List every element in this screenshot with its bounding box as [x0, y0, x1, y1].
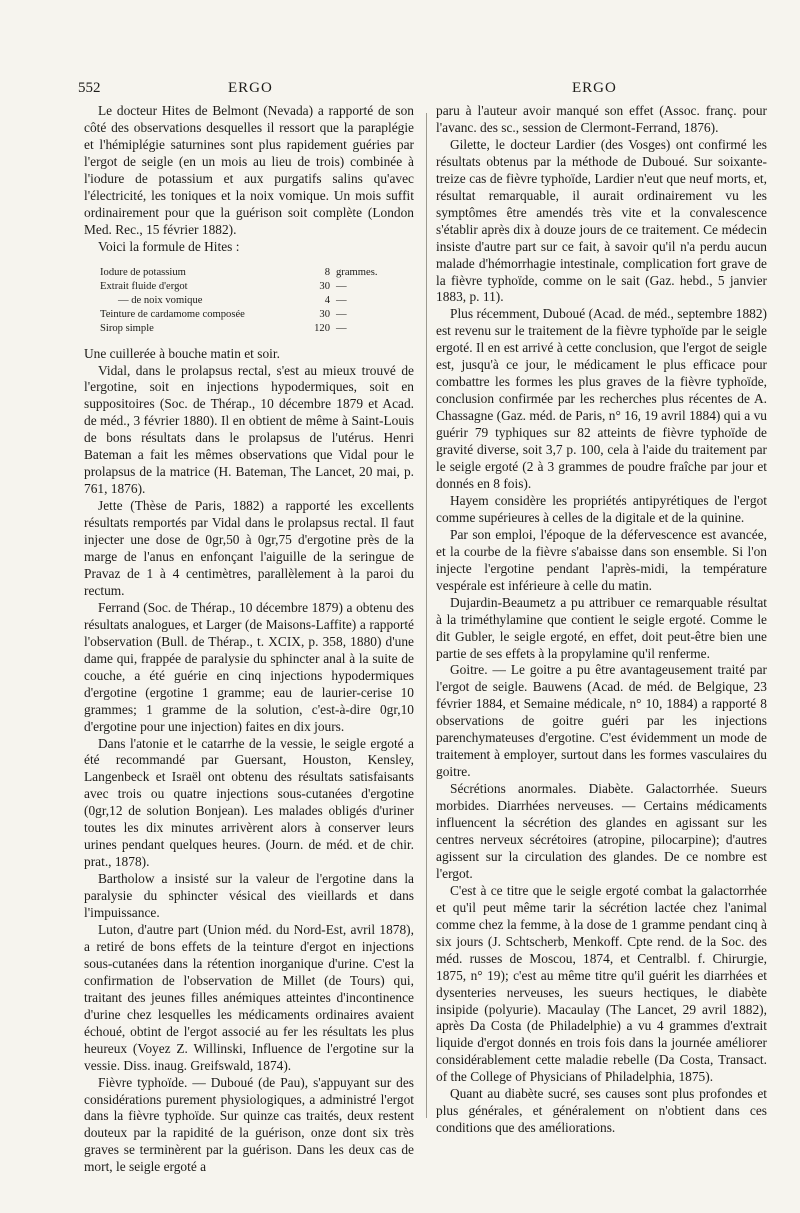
formula-row [100, 294, 414, 308]
formula-ingredient: Iodure de potassium [100, 266, 186, 278]
running-title-left: ERGO [228, 80, 273, 96]
paragraph-hayem: Hayem considère les propriétés antipyrétiques de l'ergot comme supérieures à celles de la digitale et de la quinine. [436, 492, 767, 525]
formula-quantity: 8 [324, 266, 330, 278]
formula-row [100, 308, 414, 322]
dosage-instruction: Une cuillerée à bouche matin et soir. [84, 345, 280, 361]
section-fievre-typhoide: Fièvre typhoïde. — Duboué (de Pau), s'appuyant sur des considérations purement physiologiques, a administré l'ergot dans la fièvre typhoïde. Sur quinze cas traités, deux restent douteux par la rapidité de la guérison, onze dont six très graves se terminèrent par la guérison. Dans les deux cas de mort, le seigle ergoté a [84, 1074, 414, 1175]
formula-table [100, 266, 414, 336]
formula-unit: — [336, 322, 347, 334]
formula-ingredient: Extrait fluide d'ergot [100, 280, 188, 292]
paragraph-galactorrhee: C'est à ce titre que le seigle ergoté combat la galactorrhée et qu'il peut même tarir la sécrétion lactée chez l'animal comme chez la femme, à la dose de 1 gramme pendant cinq à six jours (J. Schtscherb, Menkoff. Cpte rend. de la Soc. des méd. russes de Moscou, 1874, et Centralbl. f. Chirurgie, 1875, n° 19); c'est au même titre qu'il guérit les diarrhées et dysenteries nerveuses, les sueurs hectiques, le diabète insipide (polyurie). Macaulay (The Lancet, 29 avril 1882), après Da Costa (de Philadelphie) a vu 4 grammes d'extrait liquide d'ergot donnés en trois fois dans la journée améliorer considérablement cette maladie rebelle (Da Costa, Transact. of the College of Physicians of Philadelphia, 1875). [436, 882, 767, 1085]
paragraph-jette: Jette (Thèse de Paris, 1882) a rapporté les excellents résultats remportés par Vidal dans le prolapsus rectal. Il faut injecter une dose de 0gr,50 à 0gr,75 d'ergotine près de la marge de l'anus en enfonçant l'aiguille de la seringue de Pravaz de 1 à 4 centimètres, parallèlement à la paroi du rectum. [84, 498, 414, 598]
paragraph-luton: Luton, d'autre part (Union méd. du Nord-Est, avril 1878), a retiré de bons effets de la teinture d'ergot en injections sous-cutanées dans la rétention inorganique d'urine. C'est la confirmation de l'observation de Millet (de Tours) qui, traitant des jeunes filles anémiques atteintes d'incontinence d'urine chez lesquelles les médicaments ordinaires avaient échoué, obtint de l'ergot associé au fer les résultats les plus heureux (Voyez Z. Willinski, Influence de l'ergotine sur la vessie. Diss. inaug. Greifswald, 1874). [84, 921, 414, 1073]
formula-ingredient: Teinture de cardamome composée [100, 308, 245, 320]
column-divider [426, 113, 427, 1118]
right-column [436, 103, 767, 1137]
formula-quantity: 30 [319, 308, 330, 320]
paragraph-gilette: Gilette, le docteur Lardier (des Vosges) ont confirmé les résultats obtenus par la méthode de Duboué. Sur soixante-treize cas de fièvre typhoïde, Lardier n'eut que neuf morts, et, résultat remarquable, il aurait ordinairement vu les symptômes être amendés très vite et la convalescence s'établir après dix à douze jours de ce traitement. Ce médecin insiste d'autre part sur ce fait, à savoir qu'il n'a perdu aucun malade d'hémorrhagie intestinale, complication fort grave de la fièvre typhoïde, comme on le sait (Gaz. hebd., 5 janvier 1883, p. 11). [436, 136, 767, 305]
formula-quantity: 120 [314, 322, 330, 334]
formula-row [100, 322, 414, 336]
formula-unit: grammes. [336, 266, 378, 278]
paragraph-atonie-vessie: Dans l'atonie et le catarrhe de la vessie, le seigle ergoté a été recommandé par Guersant, Houston, Kensley, Langenbeck et Israël ont obtenu des résultats satisfaisants avec trois ou quatre injections sous-cutanées d'ergotine (0gr,12 de solution Bonjean). Les malades obligés d'uriner toutes les dix minutes arrivèrent alors à conserver leurs urines pendant quelques heures. (Journ. de méd. et de chir. prat., 1878). [84, 735, 414, 870]
paragraph-ferrand: Ferrand (Soc. de Thérap., 10 décembre 1879) a obtenu des résultats analogues, et Larger (de Maisons-Laffite) a rapporté l'observation (Bull. de Thérap., t. XCIX, p. 358, 1880) d'une dame qui, frappée de paralysie du sphincter anal à la suite de couche, a été guérie en cinq injections hypodermiques d'ergotine (ergotine 1 gramme; eau de laurier-cerise 10 grammes; 1 gramme de la solution, c'est-à-dire 0gr,10 d'ergotine pour une injection) faites en dix jours. [84, 599, 414, 734]
paragraph-duboue: Plus récemment, Duboué (Acad. de méd., septembre 1882) est revenu sur le traitement de la fièvre typhoïde par le seigle ergoté. Il en est arrivé à cette conclusion, que l'ergot de seigle est, jusqu'à ce jour, le médicament le plus efficace pour combattre les formes les plus graves de la fièvre typhoïde, conclusion confirmée par les recherches plus récentes de A. Chassagne (Gaz. méd. de Paris, n° 16, 19 avril 1884) qui a vu guérir 79 typhiques sur 82 atteints de fièvre typhoïde de gravité diverse, soit 3,7 p. 100, cela à l'aide du traitement par le seigle ergoté (2 à 3 grammes de poudre fraîche par jour et donnés en 8 fois). [436, 306, 767, 491]
formula-unit: — [336, 294, 347, 306]
formula-ingredient: — de noix vomique [118, 294, 203, 306]
paragraph-bartholow: Bartholow a insisté sur la valeur de l'ergotine dans la paralysie du sphincter vésical des vieillards et dans l'impuissance. [84, 871, 414, 921]
paragraph-diabete: Quant au diabète sucré, ses causes sont plus profondes et plus générales, et généralement on n'obtient dans ces conditions que des améliorations. [436, 1086, 767, 1136]
page-number: 552 [78, 80, 101, 96]
paragraph-hites: Le docteur Hites de Belmont (Nevada) a rapporté de son côté des observations desquelles il ressort que la paraplégie et l'hémiplégie saturnines sont plus rapidement guéries par l'ergot de seigle (en un mois au lieu de trois) combinée à l'iodure de potassium et aux purgatifs salins qu'avec l'électricité, les toniques et la noix vomique. Un mois suffit ordinairement pour que la guérison soit complète (London Med. Rec., 15 février 1882). [84, 103, 414, 237]
left-column [84, 103, 414, 1176]
paragraph-defervescence: Par son emploi, l'époque de la défervescence est avancée, et la courbe de la fièvre s'abaisse dans son ensemble. Si l'on injecte l'ergotine pendant l'après-midi, la température vespérale est inférieure à celle du matin. [436, 526, 767, 593]
formula-unit: — [336, 308, 347, 320]
paragraph-continuation: paru à l'auteur avoir manqué son effet (Assoc. franç. pour l'avanc. des sc., session de Clermont-Ferrand, 1876). [436, 103, 767, 135]
formula-intro: Voici la formule de Hites : [98, 238, 240, 254]
paragraph-vidal: Vidal, dans le prolapsus rectal, s'est au mieux trouvé de l'ergotine, soit en injections hypodermiques, soit en suppositoires (Soc. de Thérap., 10 décembre 1879 et Acad. de méd., 3 février 1880). Il en obtient de même à Saint-Louis de bons résultats dans le prolapsus de l'utérus. Henri Bateman a fait les mêmes observations que Vidal pour le prolapsus de la matrice (H. Bateman, The Lancet, 20 mai, p. 761, 1876). [84, 362, 414, 497]
formula-quantity: 30 [319, 280, 330, 292]
running-title-right: ERGO [572, 80, 617, 96]
paragraph-dujardin: Dujardin-Beaumetz a pu attribuer ce remarquable résultat à la triméthylamine que contient le seigle ergoté. Comme le dit Gubler, le seigle ergoté, en effet, doit peut-être bien une partie de ses effets à la propylamine qu'il renferme. [436, 594, 767, 661]
formula-ingredient: Sirop simple [100, 322, 154, 334]
running-header [0, 80, 800, 100]
section-secretions: Sécrétions anormales. Diabète. Galactorrhée. Sueurs morbides. Diarrhées nerveuses. — Certains médicaments influencent la sécrétion des glandes en agissant sur les centres nerveux sécrétoires (atropine, pilocarpine); d'autres agissent sur la circulation des glandes. De ce nombre est l'ergot. [436, 781, 767, 881]
section-goitre: Goitre. — Le goitre a pu être avantageusement traité par l'ergot de seigle. Bauwens (Acad. de méd. de Belgique, 23 février 1884, et Semaine médicale, n° 10, 1884) a rapporté 8 observations de goitre guéri par les injections parenchymateuses d'ergotine. C'est évidemment un mode de traitement à employer, surtout dans les formes vasculaires du goitre. [436, 662, 767, 780]
formula-unit: — [336, 280, 347, 292]
formula-quantity: 4 [324, 294, 330, 306]
formula-row [100, 280, 414, 294]
formula-row [100, 266, 414, 280]
